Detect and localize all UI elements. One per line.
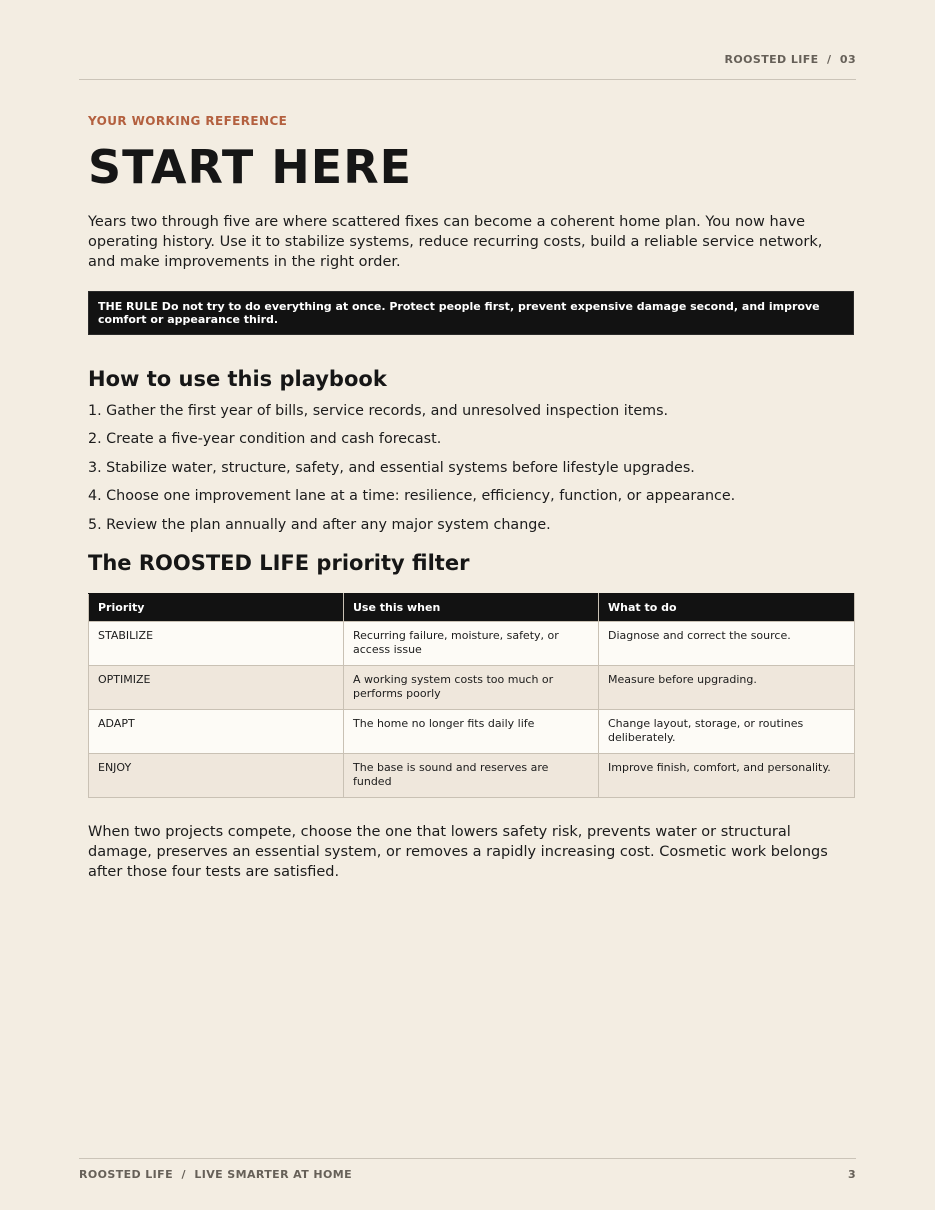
playbook-step: 3. Stabilize water, structure, safety, and essential systems before lifestyle upgrades.	[88, 459, 695, 476]
playbook-step: 2. Create a five-year condition and cash forecast.	[88, 431, 442, 448]
section-eyebrow: YOUR WORKING REFERENCE	[88, 114, 288, 128]
playbook-heading: How to use this playbook	[88, 367, 387, 391]
cell-use-when: The home no longer fits daily life	[344, 709, 599, 753]
cell-what-to-do: Measure before upgrading.	[599, 665, 855, 709]
cell-use-when: The base is sound and reserves are funded	[344, 753, 599, 797]
column-header-what-to-do: What to do	[599, 593, 855, 621]
running-footer	[79, 1158, 856, 1181]
cell-use-when: Recurring failure, moisture, safety, or access issue	[344, 621, 599, 665]
page-content	[88, 114, 854, 882]
cell-priority: ENJOY	[89, 753, 344, 797]
rule-callout: THE RULE Do not try to do everything at once. Protect people first, prevent expensive damage second, and improve comfort or appearance third.	[88, 291, 854, 335]
column-header-priority: Priority	[89, 593, 344, 621]
playbook-step: 1. Gather the first year of bills, service records, and unresolved inspection items.	[88, 403, 669, 419]
cell-what-to-do: Diagnose and correct the source.	[599, 621, 855, 665]
cell-what-to-do: Change layout, storage, or routines deliberately.	[599, 709, 855, 753]
cell-priority: ADAPT	[89, 709, 344, 753]
table-row	[89, 621, 855, 665]
cell-priority: STABILIZE	[89, 621, 344, 665]
column-header-use-when: Use this when	[344, 593, 599, 621]
closing-paragraph: When two projects compete, choose the one that lowers safety risk, prevents water or structural damage, preserves an essential system, or removes a rapidly increasing cost. Cosmetic work belongs after those four tests are satisfied.	[88, 823, 828, 880]
table-header-row	[89, 593, 855, 621]
footer-brand-line: ROOSTED LIFE / LIVE SMARTER AT HOME	[79, 1168, 352, 1181]
playbook-steps	[88, 402, 854, 534]
playbook-step: 5. Review the plan annually and after any major system change.	[88, 516, 551, 533]
table-row	[89, 709, 855, 753]
priority-table	[88, 593, 855, 798]
cell-what-to-do: Improve finish, comfort, and personality.	[599, 753, 855, 797]
running-header-label: ROOSTED LIFE / 03	[724, 53, 856, 66]
intro-paragraph: Years two through five are where scattered fixes can become a coherent home plan. You now have operating history. Use it to stabilize systems, reduce recurring costs, build a reliable service network, and make improvements in the right order.	[88, 214, 823, 270]
cell-use-when: A working system costs too much or performs poorly	[344, 665, 599, 709]
cell-priority: OPTIMIZE	[89, 665, 344, 709]
running-header	[79, 53, 856, 80]
page-title: START HERE	[88, 140, 413, 194]
playbook-step: 4. Choose one improvement lane at a time: resilience, efficiency, function, or appearance.	[88, 488, 736, 505]
priority-filter-heading: The ROOSTED LIFE priority filter	[88, 550, 470, 575]
table-row	[89, 753, 855, 797]
footer-page-number: 3	[847, 1168, 856, 1181]
table-row	[89, 665, 855, 709]
